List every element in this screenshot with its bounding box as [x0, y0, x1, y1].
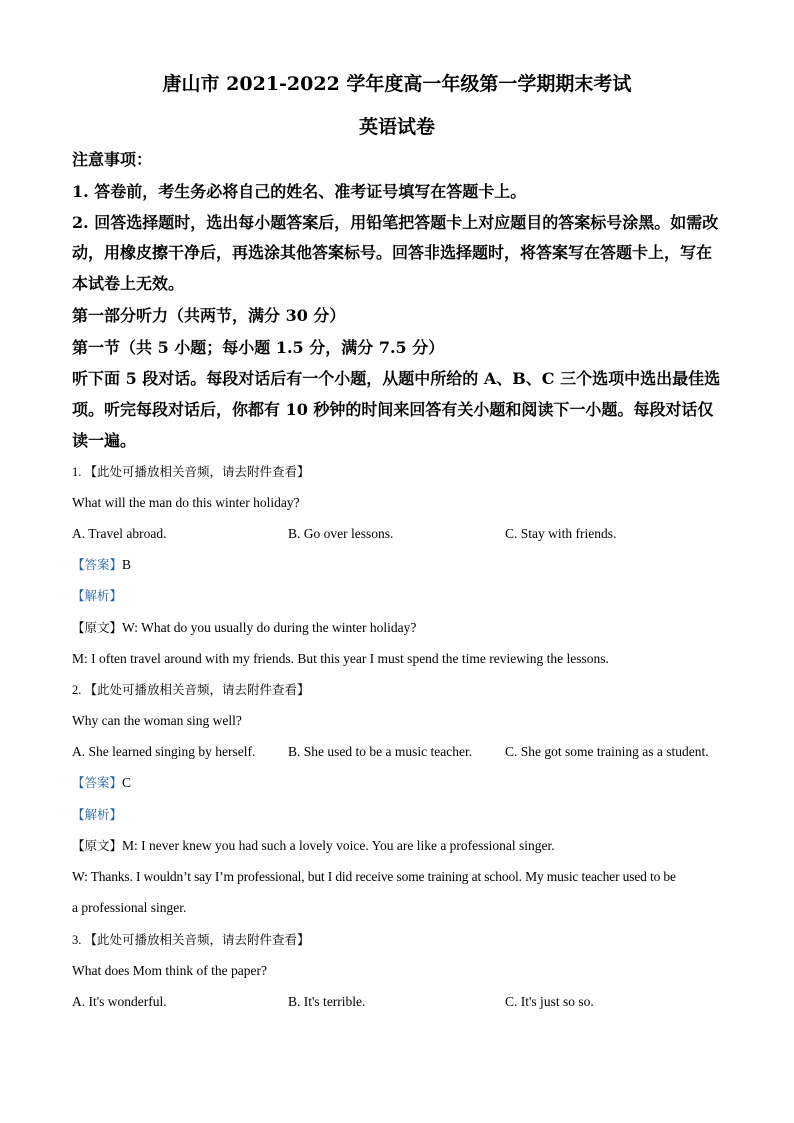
answer-tag: 【答案】	[72, 557, 123, 572]
question-text: What will the man do this winter holiday?	[72, 495, 300, 510]
transcript-line	[72, 619, 734, 637]
transcript-text: W: Thanks. I wouldn’t say I’m professional, but I did receive some training at school. My music teacher used to be	[72, 869, 676, 884]
answer-line	[72, 556, 734, 574]
option-a: A. Travel abroad.	[72, 526, 167, 541]
option-c: C. She got some training as a student.	[505, 744, 709, 759]
question-text: Why can the woman sing well?	[72, 713, 242, 728]
answer-tag: 【答案】	[72, 775, 123, 790]
transcript-text: W: What do you usually do during the winter holiday?	[122, 620, 417, 635]
transcript-text: M: I never knew you had such a lovely voice. You are like a professional singer.	[122, 838, 555, 853]
analysis-line	[72, 806, 734, 824]
audio-placeholder[interactable]: 2. 【此处可播放相关音频，请去附件查看】	[72, 683, 310, 697]
transcript-text: M: I often travel around with my friends. But this year I must spend the time reviewing the lessons.	[72, 651, 609, 666]
transcript-text: a professional singer.	[72, 900, 187, 915]
answer-line	[72, 774, 734, 792]
instruction-line-1: 听下面 5 段对话。每段对话后有一个小题，从题中所给的 A、B、C 三个选项中选出最佳选	[72, 369, 721, 388]
option-a: A. She learned singing by herself.	[72, 744, 256, 759]
option-a: A. It's wonderful.	[72, 994, 167, 1009]
note-item-2-line-1: 2. 回答选择题时，选出每小题答案后，用铅笔把答题卡上对应题目的答案标号涂黑。如需改	[72, 213, 719, 232]
option-b: B. It's terrible.	[288, 994, 366, 1009]
instruction-line-2: 项。听完每段对话后，你都有 10 秒钟的时间来回答有关小题和阅读下一小题。每段对话仅	[72, 400, 714, 419]
exam-title: 唐山市 2021-2022 学年度高一年级第一学期期末考试	[162, 73, 632, 95]
instruction-line-3: 读一遍。	[72, 431, 137, 450]
analysis-line	[72, 587, 734, 605]
option-b: B. She used to be a music teacher.	[288, 744, 473, 759]
original-tag: 【原文】	[72, 620, 123, 635]
notes-heading: 注意事项：	[72, 150, 153, 169]
audio-placeholder[interactable]: 1. 【此处可播放相关音频，请去附件查看】	[72, 465, 310, 479]
note-item-2-line-2: 动，用橡皮擦干净后，再选涂其他答案标号。回答非选择题时，将答案写在答题卡上，写在	[72, 243, 713, 262]
option-c: C. It's just so so.	[505, 994, 594, 1009]
option-b: B. Go over lessons.	[288, 526, 394, 541]
option-c: C. Stay with friends.	[505, 526, 617, 541]
transcript-line	[72, 837, 734, 855]
audio-placeholder[interactable]: 3. 【此处可播放相关音频，请去附件查看】	[72, 933, 310, 947]
analysis-tag: 【解析】	[72, 807, 123, 822]
analysis-tag: 【解析】	[72, 588, 123, 603]
exam-subtitle: 英语试卷	[358, 116, 435, 138]
answer-value: B	[122, 557, 132, 572]
part1-heading: 第一部分听力（共两节，满分 30 分）	[72, 306, 346, 325]
note-item-1: 1. 答卷前，考生务必将自己的姓名、准考证号填写在答题卡上。	[72, 182, 527, 201]
answer-value: C	[122, 775, 132, 790]
section1-heading: 第一节（共 5 小题；每小题 1.5 分，满分 7.5 分）	[72, 338, 445, 357]
question-text: What does Mom think of the paper?	[72, 963, 267, 978]
note-item-2-line-3: 本试卷上无效。	[72, 274, 185, 293]
original-tag: 【原文】	[72, 838, 123, 853]
